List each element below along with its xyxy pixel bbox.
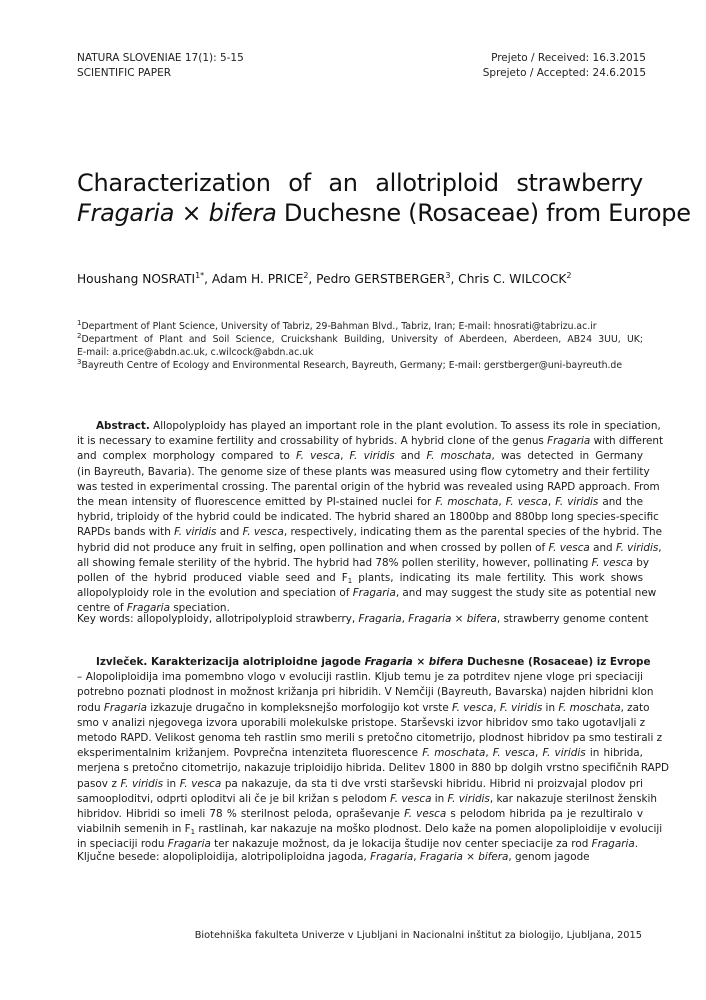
abstract-line: was tested in experimental crossing. The parental origin of the hybrid was revealed using RAPD approach. From [77, 480, 660, 493]
izvlecek-line: metodo RAPD. Velikost genoma teh rastlin smo merili s pretočno citometrijo, plodnost hibridov pa smo testirali z [77, 732, 663, 745]
abstract-heading: Abstract. [96, 420, 150, 432]
izvlecek-heading: Izvleček. Karakterizacija alotriploidne jagode [96, 656, 365, 668]
affiliation-word [77, 333, 138, 346]
abstract-text: and [589, 541, 616, 554]
taxon-name: Fragaria [352, 587, 396, 600]
affiliation-word-text: Department [81, 334, 138, 345]
taxon-name: F. vesca [179, 777, 222, 790]
affiliation-word: UK; [626, 334, 643, 345]
izvlecek-line [77, 777, 643, 792]
paper-title [77, 168, 691, 228]
izvlecek-line: smo v analizi njegovega izvora uporabili molekulske pristope. Starševski izvor hibridov smo tako ugotavljali z [77, 716, 646, 729]
author-list [77, 270, 647, 288]
taxon-name: Fragaria [364, 656, 413, 668]
affiliation-2 [77, 333, 643, 346]
author-name: , Adam H. PRICE [204, 272, 304, 286]
izvlecek-text: samooploditvi, odprti oploditvi ali če je bil križan s pelodom [77, 792, 391, 805]
abstract-text: all showing female sterility of the hybrid. The hybrid had 78% pollen sterility, however, pollinating [77, 556, 592, 569]
izvlecek-line [77, 792, 658, 807]
abstract-text: , [498, 496, 506, 509]
abstract-line: (in Bayreuth, Bavaria). The genome size of these plants was measured using flow cytometry and their fertility [77, 465, 650, 478]
abstract-text: with different [590, 435, 664, 448]
title-word: strawberry [516, 169, 643, 197]
izvlecek-text: in [542, 701, 559, 714]
izvlecek-line: potrebno poznati plodnost in možnost križanja pri hibridih. V Nemčiji (Bayreuth, Bavarska) najden hibridni klon [77, 686, 654, 699]
affiliation-1 [77, 320, 643, 333]
title-word: an [328, 169, 358, 197]
keywords [77, 612, 649, 627]
affiliation-word: Soil [212, 334, 230, 345]
keywords-text: , strawberry genome content [496, 613, 649, 625]
abstract-text: by [632, 556, 650, 569]
affiliation-word: University [390, 334, 438, 345]
taxon-name: F. viridis [120, 777, 164, 790]
abstract-text: it is necessary to examine fertility and crossability of hybrids. A hybrid clone of the genus [77, 435, 548, 448]
abstract-text: and complex morphology compared to [77, 450, 297, 463]
affiliation-word: of [444, 334, 454, 345]
izvlecek-text: viabilnih semenih in F [77, 823, 191, 836]
accepted-date: Sprejeto / Accepted: 24.6.2015 [482, 67, 646, 79]
izvlecek-heading: Duchesne (Rosaceae) iz Evrope [463, 656, 651, 668]
izvlecek-text: eksperimentalnim križanjem. Povprečna intenziteta fluorescence [77, 747, 423, 760]
abstract-text: Allopolyploidy has played an important role in the plant evolution. To assess its role in speciation, [149, 420, 661, 432]
affiliation-mark: 2 [77, 332, 82, 340]
abstract [77, 419, 664, 617]
author-affil-mark: 1* [195, 271, 205, 280]
izvlecek-text: rodu [77, 701, 104, 714]
title-line-2 [77, 198, 691, 228]
abstract-line [77, 571, 643, 586]
title-word: of [288, 169, 311, 197]
abstract-text: and the [598, 496, 644, 509]
title-cross: × [174, 199, 209, 227]
izvlecek-text: , zato [620, 701, 650, 714]
affiliation-word: Aberdeen, [513, 334, 562, 345]
author-name: , Pedro GERSTBERGER [308, 272, 446, 286]
page-footer: Biotehniška fakulteta Univerze v Ljubljani in Nacionalni inštitut za biologijo, Ljubljana, 2015 [194, 930, 642, 941]
taxon-name: F. vesca [492, 747, 535, 760]
subscript: 1 [190, 828, 196, 837]
taxon-name: Fragaria [408, 613, 452, 625]
taxon-name: Fragaria [370, 851, 414, 863]
izvlecek-text: in [163, 777, 180, 790]
izvlecek-text: s pelodom hibrida pa je rezultiralo v [446, 808, 643, 821]
izvlecek-line [77, 822, 663, 837]
affiliation-3 [77, 359, 643, 372]
affiliation-word: 3UU, [598, 334, 621, 345]
keywords-text: Key words: allopolyploidy, allotripolyploid strawberry, [77, 613, 359, 625]
taxon-name: bifera [466, 613, 497, 625]
journal-header [77, 51, 244, 81]
izvlecek-line [77, 807, 643, 822]
izvlecek-text: pa nakazuje, da sta ti dve vrsti starševski hibridu. Hibrid ni proizvajal plodov pri [221, 777, 644, 790]
affiliation-word: and [188, 334, 207, 345]
abstract-line [77, 556, 650, 571]
taxon-name: F. viridis [555, 496, 599, 509]
keywords-text: × [451, 613, 467, 625]
affiliation-word: AB24 [567, 334, 592, 345]
izvlecek-line [77, 746, 643, 761]
izvlecek-line [77, 655, 651, 670]
abstract-text: , was detected in Germany [491, 450, 644, 463]
taxon-name: F. viridis [447, 792, 490, 805]
title-genus: Fragaria [77, 199, 175, 227]
abstract-text: and [216, 526, 243, 539]
abstract-line [77, 449, 643, 464]
taxon-name: Fragaria [126, 602, 170, 615]
slovene-keywords [77, 850, 643, 865]
taxon-name: F. viridis [349, 450, 395, 463]
dates-header [483, 51, 646, 81]
taxon-name: F. vesca [242, 526, 284, 539]
taxon-name: Fragaria [167, 838, 211, 851]
taxon-name: F. viridis [542, 747, 586, 760]
abstract-line [77, 525, 663, 540]
kljucne-line [77, 850, 643, 865]
taxon-name: Fragaria [419, 851, 463, 863]
taxon-name: F. vesca [452, 701, 494, 714]
abstract-text: centre of [77, 602, 127, 615]
abstract-line [77, 541, 662, 556]
taxon-name: bifera [428, 656, 464, 668]
izvlecek-text: in speciaciji rodu [77, 838, 168, 851]
subscript: 1 [347, 577, 353, 586]
taxon-name: F. vesca [390, 792, 432, 805]
abstract-text: , [658, 541, 662, 554]
affiliation-word: Aberdeen, [459, 334, 508, 345]
affiliation-word: of [143, 334, 153, 345]
izvlecek-line: merjena s pretočno citometrijo, nakazuje triploidijo hibrida. Delitev 1800 in 880 bp dolgih vrstno specifičnih RAPD [77, 762, 670, 775]
affiliation-word: Plant [159, 334, 183, 345]
title-line-1 [77, 168, 643, 198]
abstract-text: , [547, 496, 556, 509]
izvlecek-text: , [485, 747, 493, 760]
abstract-text: hybrid did not produce any fruit in selfing, open pollination and when crossed by pollen of [77, 541, 549, 554]
title-word: Characterization [77, 169, 271, 197]
affiliation-mark: 1 [77, 319, 82, 327]
abstract-text: the mean intensity of fluorescence emitted by PI-stained nuclei for [77, 496, 436, 509]
taxon-name: F. moschata [422, 747, 486, 760]
affiliation-mark: 3 [77, 358, 82, 366]
keywords-text: , [401, 613, 409, 625]
abstract-text: allopolyploidy role in the evolution and speciation of [77, 587, 353, 600]
affiliations [77, 320, 643, 372]
taxon-name: Fragaria [358, 613, 402, 625]
title-epithet: bifera [208, 199, 277, 227]
taxon-name: F. vesca [296, 450, 341, 463]
author-affil-mark: 2 [303, 271, 309, 280]
abstract-text: RAPDs bands with [77, 526, 175, 539]
affiliation-word: Cruickshank [280, 334, 338, 345]
taxon-name: F. moschata [435, 496, 499, 509]
received-date: Prejeto / Received: 16.3.2015 [491, 52, 646, 64]
izvlecek-text: , [493, 701, 500, 714]
author-affil-mark: 2 [566, 271, 572, 280]
abstract-text: speciation. [169, 602, 230, 615]
taxon-name: F. viridis [499, 701, 543, 714]
izvlecek-text: rastlinah, kar nakazuje na moško plodnost. Delo kaže na pomen alopoliploidije v evoluciji [195, 823, 663, 836]
taxon-name: Fragaria [591, 838, 635, 851]
izvlecek-text: in [431, 792, 448, 805]
author-name: , Chris C. WILCOCK [450, 272, 567, 286]
slovene-abstract [77, 655, 670, 853]
author-affil-mark: 3 [445, 271, 451, 280]
affiliation-2-email: E-mail: a.price@abdn.ac.uk, c.wilcock@abdn.ac.uk [77, 347, 314, 358]
izvlecek-line [77, 701, 650, 716]
kljucne-text: × [462, 851, 479, 863]
journal-citation: NATURA SLOVENIAE 17(1): 5-15 [77, 52, 244, 64]
taxon-name: F. moschata [558, 701, 621, 714]
kljucne-text: , [413, 851, 420, 863]
izvlecek-text: hibridov. Hibridi so imeli 78 % sterilnost peloda, opraševanje [77, 808, 405, 821]
izvlecek-text: in hibrida, [585, 747, 643, 760]
kljucne-text: , genom jagode [508, 851, 590, 863]
abstract-line [77, 586, 657, 601]
izvlecek-text: , kar nakazuje sterilnost ženskih [489, 792, 658, 805]
abstract-text: , and may suggest the study site as potential new [395, 587, 657, 600]
taxon-name: F. vesca [548, 541, 590, 554]
izvlecek-text: izkazuje drugačno in kompleksnejšo morfologijo kot vrste [147, 701, 453, 714]
affiliation-text: Department of Plant Science, University of Tabriz, 29-Bahman Blvd., Tabriz, Iran; E-mail: hnosrati@tabrizu.ac.ir [81, 321, 597, 332]
affiliation-word: Science, [235, 334, 275, 345]
taxon-name: bifera [478, 851, 509, 863]
taxon-name: Fragaria [103, 701, 147, 714]
keywords-line [77, 612, 649, 627]
article-type: SCIENTIFIC PAPER [77, 67, 172, 79]
author-name: Houshang NOSRATI [77, 272, 196, 286]
izvlecek-text: pasov z [77, 777, 121, 790]
abstract-line [77, 419, 661, 434]
izvlecek-heading: × [412, 656, 429, 668]
abstract-text: , respectively, indicating them as the parental species of the hybrid. The [283, 526, 663, 539]
taxon-name: F. vesca [591, 556, 633, 569]
izvlecek-text: , [534, 747, 543, 760]
title-rest: Duchesne (Rosaceae) from Europe [276, 199, 691, 227]
affiliation-text: Bayreuth Centre of Ecology and Environmental Research, Bayreuth, Germany; E-mail: gerstberger@uni-bayreuth.de [81, 360, 623, 371]
taxon-name: F. moschata [426, 450, 492, 463]
izvlecek-line: – Alopoliploidija ima pomembno vlogo v evoluciji rastlin. Kljub temu je za potrditev njene vloge pri speciaciji [77, 671, 643, 684]
title-word: allotriploid [375, 169, 499, 197]
taxon-name: F. viridis [174, 526, 217, 539]
taxon-name: F. vesca [404, 808, 447, 821]
abstract-line [77, 434, 664, 449]
abstract-line: hybrid, triploidy of the hybrid could be indicated. The hybrid shared an 1800bp and 880bp long species-specific [77, 511, 659, 524]
abstract-text: , [340, 450, 350, 463]
izvlecek-text: ter nakazuje možnost, da je lokacija študije nov center speciacije za rod [210, 838, 592, 851]
taxon-name: Fragaria [547, 435, 591, 448]
taxon-name: F. viridis [615, 541, 659, 554]
taxon-name: F. vesca [505, 496, 548, 509]
affiliation-word: Building, [344, 334, 385, 345]
izvlecek-text: . [634, 838, 639, 851]
abstract-line [77, 495, 643, 510]
kljucne-text: Ključne besede: alopoliploidija, alotripoliploidna jagoda, [77, 851, 371, 863]
abstract-text: pollen of the hybrid produced viable seed and F [77, 572, 348, 585]
abstract-text: and [394, 450, 427, 463]
abstract-text: plants, indicating its male fertility. This work shows [352, 572, 643, 585]
